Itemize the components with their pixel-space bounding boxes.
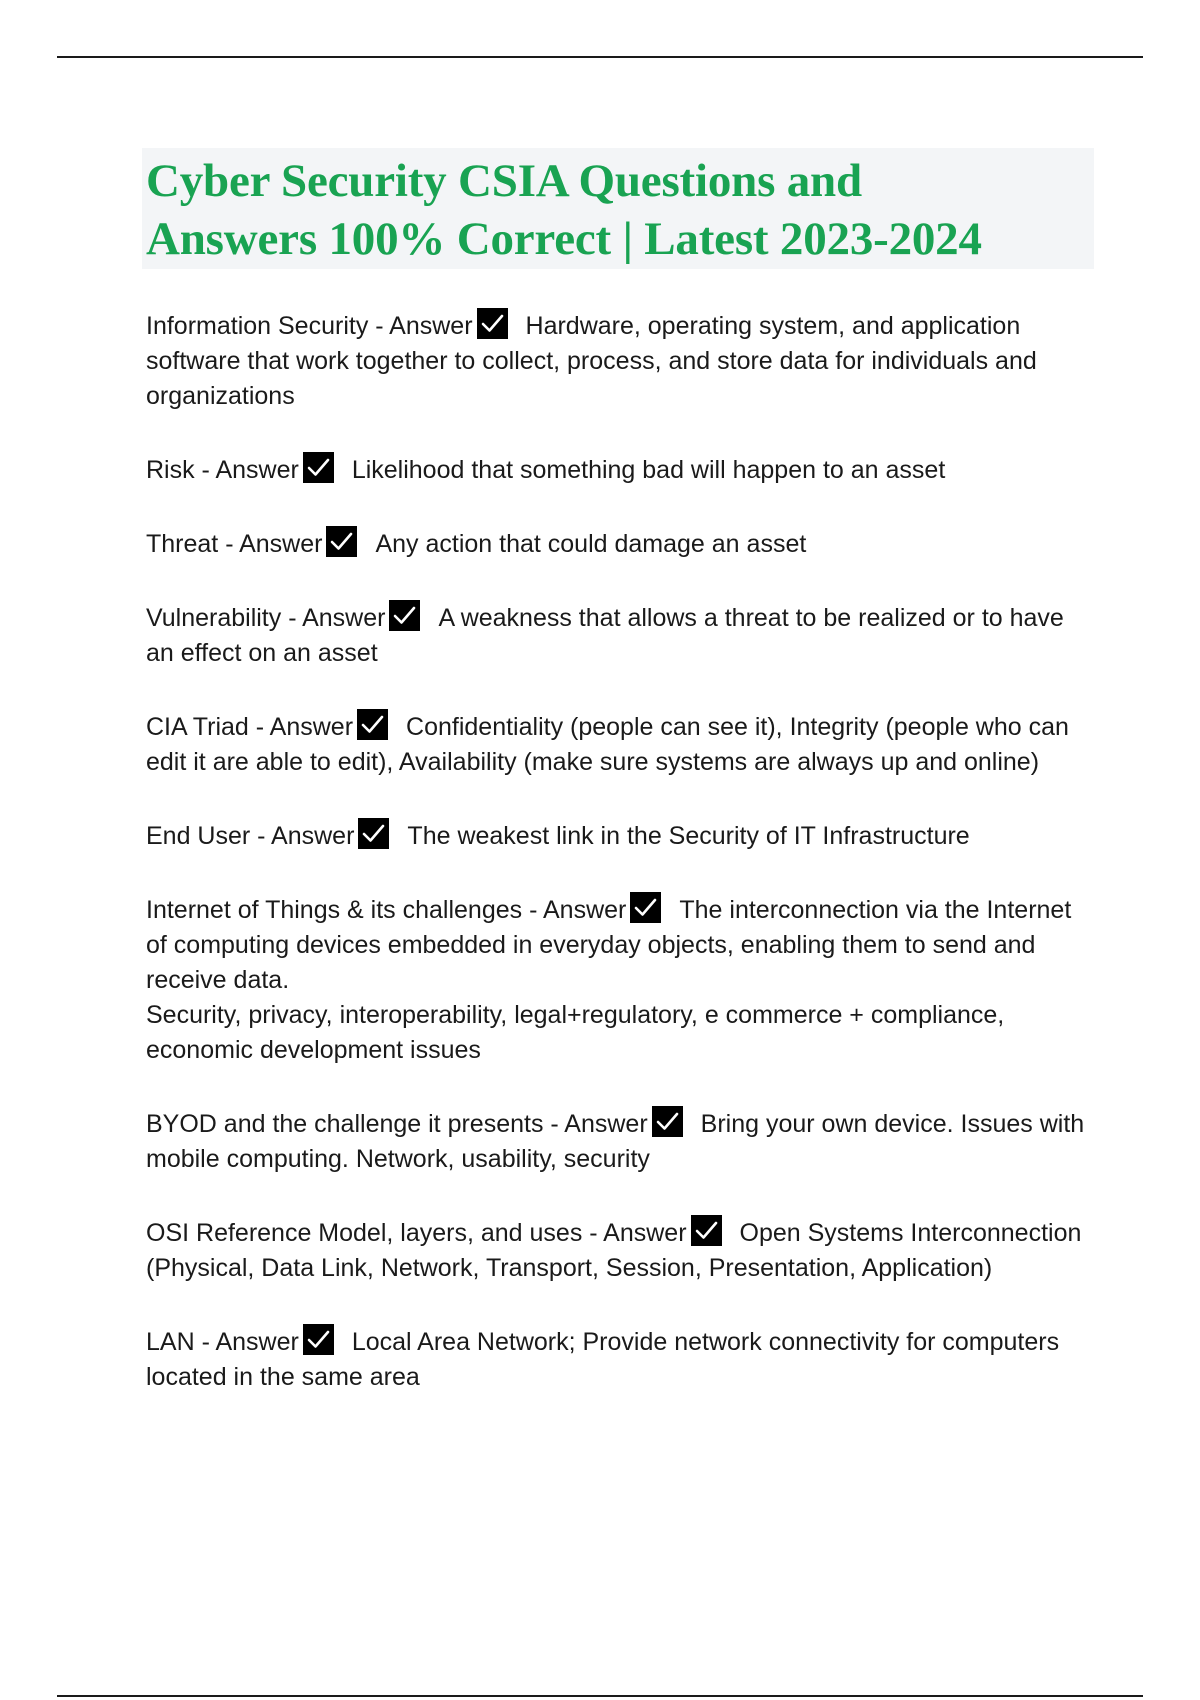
- check-box-icon: [303, 452, 334, 483]
- title-line-1: Cyber Security CSIA Questions and: [146, 155, 862, 207]
- qa-answer: Open Systems Interconnection (Physical, Data Link, Network, Transport, Session, Presentation, Application): [146, 1219, 1082, 1282]
- check-box-icon: [691, 1215, 722, 1246]
- qa-item: [146, 1324, 1090, 1395]
- check-box-icon: [357, 709, 388, 740]
- qa-term: BYOD and the challenge it presents - Answer: [146, 1110, 648, 1138]
- check-box-icon: [652, 1106, 683, 1137]
- qa-answer: A weakness that allows a threat to be realized or to have an effect on an asset: [146, 604, 1064, 667]
- qa-list: [146, 308, 1090, 1433]
- qa-item: [146, 1106, 1090, 1177]
- check-box-icon: [303, 1324, 334, 1355]
- qa-term: LAN - Answer: [146, 1328, 299, 1356]
- document-title: [146, 152, 1094, 268]
- qa-answer-extra: Security, privacy, interoperability, legal+regulatory, e commerce + compliance, economic development issues: [146, 1001, 1005, 1064]
- qa-answer: Local Area Network; Provide network connectivity for computers located in the same area: [146, 1328, 1060, 1391]
- qa-item: [146, 709, 1090, 780]
- qa-answer: Likelihood that something bad will happen to an asset: [351, 456, 946, 484]
- qa-item: [146, 818, 1090, 854]
- qa-term: OSI Reference Model, layers, and uses - Answer: [146, 1219, 687, 1247]
- qa-answer: The weakest link in the Security of IT Infrastructure: [407, 822, 970, 850]
- qa-answer: Confidentiality (people can see it), Integrity (people who can edit it are able to edit), Availability (make sure systems are always up and online): [146, 713, 1069, 776]
- qa-answer: The interconnection via the Internet of computing devices embedded in everyday objects, enabling them to send and receive data.: [146, 896, 1072, 994]
- qa-answer: Any action that could damage an asset: [375, 530, 807, 558]
- qa-term: Internet of Things & its challenges - Answer: [146, 896, 627, 924]
- qa-term: CIA Triad - Answer: [146, 713, 354, 741]
- qa-item: [146, 892, 1090, 1068]
- qa-term: End User - Answer: [146, 822, 355, 850]
- bottom-rule: [57, 1695, 1143, 1697]
- title-banner: [142, 148, 1094, 269]
- top-rule: [57, 56, 1143, 58]
- qa-term: Information Security - Answer: [146, 312, 473, 340]
- check-box-icon: [630, 892, 661, 923]
- title-line-2: Answers 100% Correct | Latest 2023-2024: [146, 213, 982, 265]
- check-box-icon: [477, 308, 508, 339]
- qa-item: [146, 526, 1090, 562]
- qa-term: Vulnerability - Answer: [146, 604, 386, 632]
- qa-item: [146, 308, 1090, 414]
- qa-term: Risk - Answer: [146, 456, 299, 484]
- qa-answer: Hardware, operating system, and application software that work together to collect, process, and store data for individuals and organizations: [146, 312, 1037, 410]
- check-box-icon: [358, 818, 389, 849]
- qa-item: [146, 452, 1090, 488]
- qa-term: Threat - Answer: [146, 530, 323, 558]
- check-box-icon: [326, 526, 357, 557]
- qa-item: [146, 600, 1090, 671]
- qa-item: [146, 1215, 1090, 1286]
- check-box-icon: [389, 600, 420, 631]
- qa-answer: Bring your own device. Issues with mobile computing. Network, usability, security: [146, 1110, 1085, 1173]
